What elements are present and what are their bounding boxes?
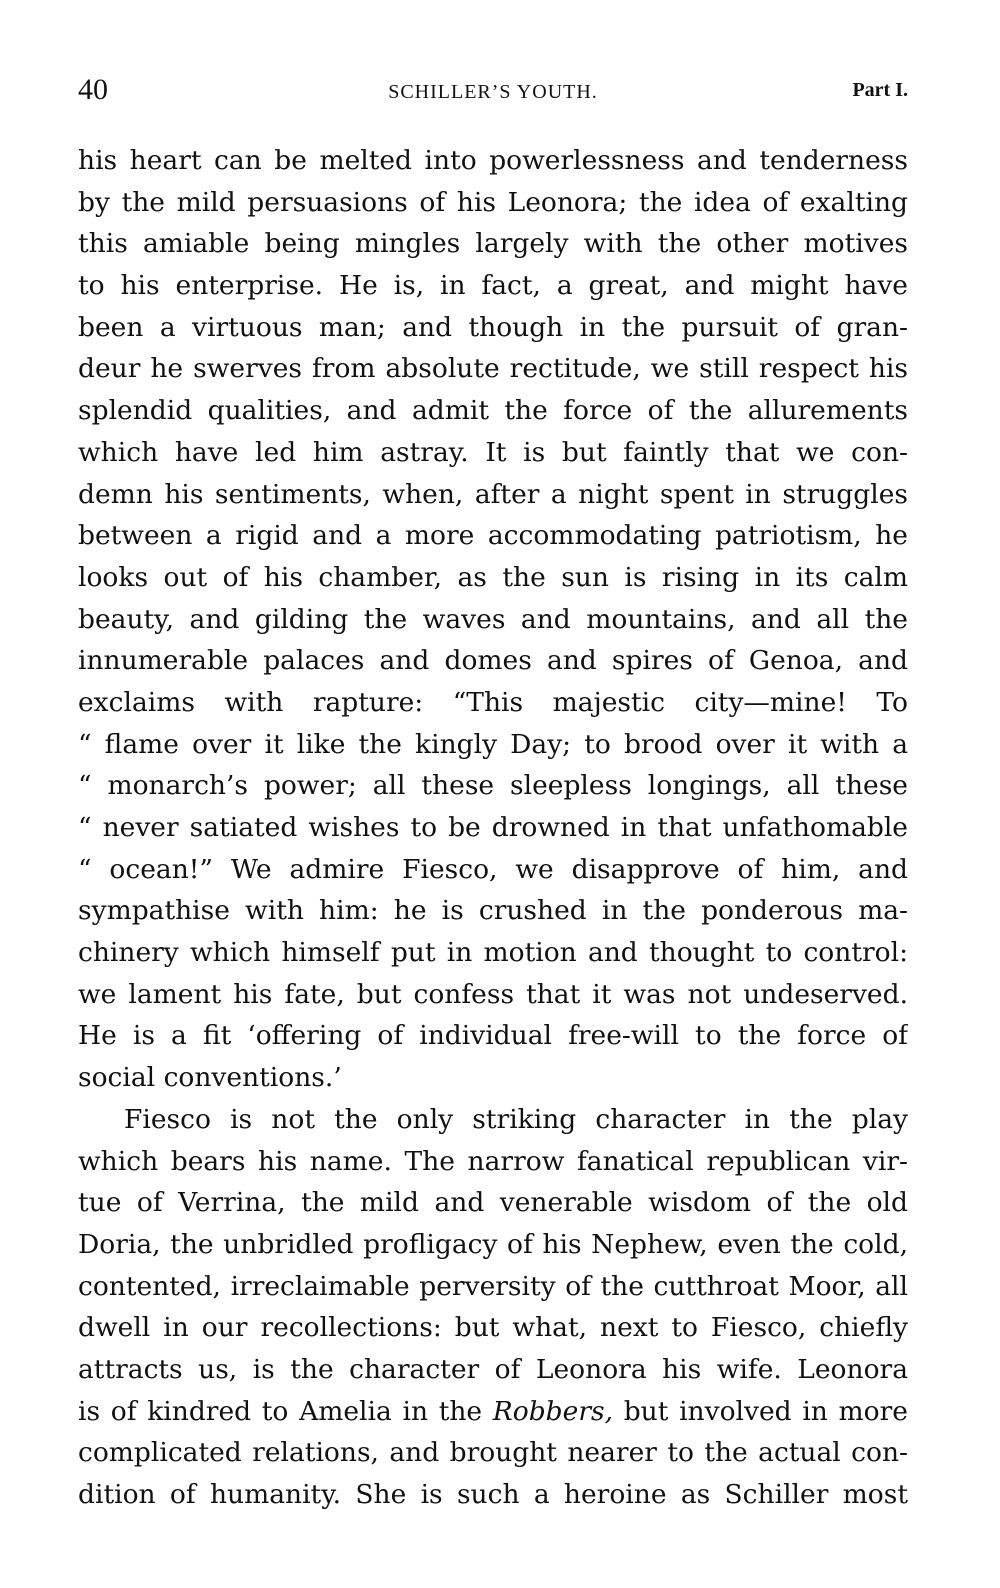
text-line: beauty, and gilding the waves and mountains, and all the: [78, 603, 908, 635]
text-segment: is of kindred to Amelia in the: [78, 1395, 493, 1427]
text-segment: but involved in more: [613, 1395, 908, 1427]
text-line: demn his sentiments, when, after a night spent in struggles: [78, 478, 908, 510]
text-line: “ ocean!” We admire Fiesco, we disapprove of him, and: [78, 853, 908, 885]
text-line: we lament his fate, but confess that it was not undeserved.: [78, 978, 908, 1010]
text-line: which bears his name. The narrow fanatical republican vir-: [78, 1145, 908, 1177]
paragraph: [78, 140, 908, 1099]
text-line: innumerable palaces and domes and spires of Genoa, and: [78, 645, 908, 677]
text-line: deur he swerves from absolute rectitude, we still respect his: [78, 353, 908, 385]
text-line: between a rigid and a more accommodating patriotism, he: [78, 520, 908, 552]
text-line: exclaims with rapture: “This majestic city—mine! To: [78, 686, 908, 718]
text-line: by the mild persuasions of his Leonora; the idea of exalting: [78, 186, 908, 218]
text-line: attracts us, is the character of Leonora his wife. Leonora: [78, 1353, 908, 1385]
paragraph: [78, 1099, 908, 1516]
text-line: Fiesco is not the only striking character in the play: [124, 1103, 908, 1135]
text-line: to his enterprise. He is, in fact, a great, and might have: [78, 270, 908, 302]
body-text: [78, 140, 908, 1516]
text-line: “ flame over it like the kingly Day; to brood over it with a: [78, 728, 908, 760]
text-line: dition of humanity. She is such a heroine as Schiller most: [78, 1479, 908, 1510]
text-line: complicated relations, and brought nearer to the actual con-: [78, 1437, 908, 1469]
page-header: [78, 72, 908, 116]
text-line: splendid qualities, and admit the force of the allurements: [78, 395, 908, 427]
text-line: “ monarch’s power; all these sleepless longings, all these: [78, 770, 908, 802]
italic-title: Robbers,: [492, 1395, 614, 1427]
text-line: He is a fit ‘offering of individual free-will to the force of: [78, 1020, 908, 1052]
text-line: tue of Verrina, the mild and venerable wisdom of the old: [78, 1187, 908, 1219]
page-number: 40: [78, 73, 108, 106]
text-line: [78, 1391, 908, 1433]
text-line: chinery which himself put in motion and thought to control:: [78, 937, 908, 969]
text-line: social conventions.’: [78, 1062, 342, 1094]
text-line: been a virtuous man; and though in the pursuit of gran-: [78, 311, 908, 343]
text-line: which have led him astray. It is but faintly that we con-: [78, 436, 908, 468]
text-line: contented, irreclaimable perversity of the cutthroat Moor, all: [78, 1270, 908, 1302]
text-line: Doria, the unbridled profligacy of his Nephew, even the cold,: [78, 1228, 908, 1260]
text-line: dwell in our recollections: but what, next to Fiesco, chiefly: [78, 1312, 908, 1344]
text-line: “ never satiated wishes to be drowned in that unfathomable: [78, 812, 908, 843]
text-line: looks out of his chamber, as the sun is rising in its calm: [78, 561, 908, 593]
text-line: sympathise with him: he is crushed in the ponderous ma-: [78, 895, 908, 927]
part-label: Part I.: [852, 79, 908, 101]
running-head: SCHILLER’S YOUTH.: [388, 81, 598, 103]
text-line: his heart can be melted into powerlessness and tenderness: [78, 145, 908, 176]
text-line: this amiable being mingles largely with the other motives: [78, 228, 908, 260]
